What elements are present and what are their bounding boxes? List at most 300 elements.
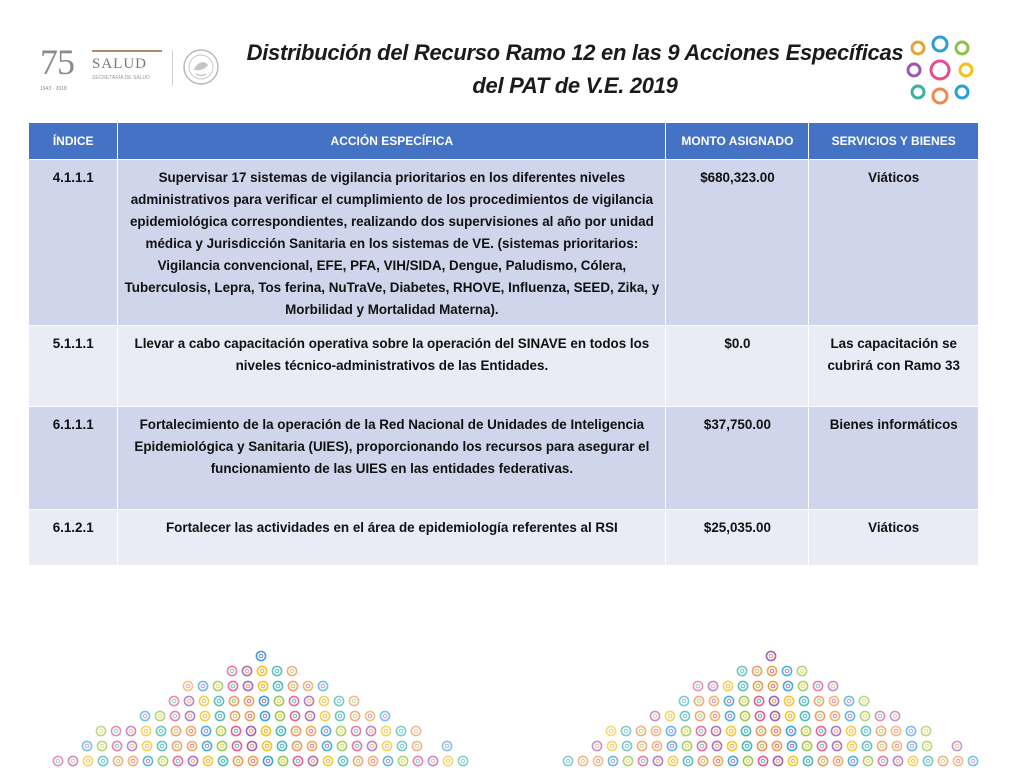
decorative-ring	[158, 756, 167, 765]
decorative-ring	[260, 711, 269, 720]
decorative-ring	[396, 726, 405, 735]
decorative-ring-inner	[848, 714, 852, 718]
decorative-ring	[607, 741, 616, 750]
decorative-ring-inner	[114, 729, 118, 733]
decorative-ring-inner	[862, 699, 866, 703]
decorative-ring-inner	[685, 744, 689, 748]
decorative-ring	[740, 711, 749, 720]
decorative-ring-inner	[834, 729, 838, 733]
decorative-ring	[183, 681, 192, 690]
decorative-ring	[802, 741, 811, 750]
decorative-ring-inner	[640, 744, 644, 748]
decorative-ring	[893, 756, 902, 765]
decorative-ring	[623, 756, 632, 765]
decorative-ring	[172, 741, 181, 750]
decorative-ring-inner	[340, 744, 344, 748]
decorative-ring-inner	[246, 684, 250, 688]
decorative-ring-inner	[788, 714, 792, 718]
decorative-ring-inner	[293, 714, 297, 718]
decorative-ring	[366, 726, 375, 735]
decorative-ring-inner	[746, 759, 750, 763]
cell-accion: Fortalecer las actividades en el área de epidemiología referentes al RSI	[118, 510, 666, 566]
decorative-ring-inner	[279, 729, 283, 733]
decorative-ring	[289, 696, 298, 705]
decorative-ring-inner	[955, 744, 959, 748]
decorative-ring-inner	[714, 729, 718, 733]
decorative-ring-inner	[353, 714, 357, 718]
cell-servicios: Viáticos	[809, 510, 979, 566]
decorative-ring	[82, 741, 91, 750]
decorative-ring	[216, 726, 225, 735]
logo-75-anos	[40, 44, 88, 92]
decorative-ring	[862, 741, 871, 750]
decorative-ring	[323, 756, 332, 765]
decorative-ring-inner	[624, 729, 628, 733]
decorative-ring-inner	[203, 714, 207, 718]
decorative-ring	[382, 741, 391, 750]
decorative-ring	[753, 681, 762, 690]
decorative-ring	[203, 756, 212, 765]
decorative-ring-inner	[414, 729, 418, 733]
decorative-ring	[682, 741, 691, 750]
decorative-ring-inner	[833, 714, 837, 718]
decorative-ring	[202, 741, 211, 750]
decorative-ring	[218, 756, 227, 765]
decorative-ring	[232, 741, 241, 750]
decorative-ring-inner	[757, 699, 761, 703]
decorative-ring-inner	[701, 759, 705, 763]
decorative-ring-inner	[656, 759, 660, 763]
title-line-1: Distribución del Recurso Ramo 12 en las 9 Acciones Específicas	[246, 40, 904, 65]
decorative-ring	[187, 741, 196, 750]
decorative-ring	[845, 711, 854, 720]
decorative-ring	[797, 666, 806, 675]
decorative-ring	[653, 756, 662, 765]
decorative-ring	[814, 696, 823, 705]
decorative-ring-inner	[158, 714, 162, 718]
decorative-ring-inner	[143, 714, 147, 718]
decorative-ring-inner	[756, 684, 760, 688]
decorative-ring-inner	[355, 744, 359, 748]
decorative-ring-inner	[787, 699, 791, 703]
decorative-ring-inner	[896, 759, 900, 763]
decorative-rings-pattern-left-icon	[20, 648, 500, 768]
decorative-ring-inner	[785, 669, 789, 673]
logo-divider	[172, 50, 173, 86]
decorative-ring	[171, 726, 180, 735]
decorative-ring-inner	[911, 759, 915, 763]
decorative-ring-inner	[835, 744, 839, 748]
decorative-ring-inner	[324, 729, 328, 733]
decorative-ring-inner	[941, 759, 945, 763]
decorative-ring	[651, 726, 660, 735]
decorative-ring	[818, 756, 827, 765]
decorative-ring-inner	[849, 729, 853, 733]
decorative-ring	[320, 711, 329, 720]
decorative-ring	[711, 726, 720, 735]
table-row	[29, 160, 979, 326]
decorative-ring-inner	[743, 714, 747, 718]
decorative-ring	[786, 726, 795, 735]
decorative-ring	[352, 741, 361, 750]
decorative-ring-inner	[671, 759, 675, 763]
decorative-ring-inner	[847, 699, 851, 703]
cell-servicios: Las capacitación se cubrirá con Ramo 33	[809, 326, 979, 407]
decorative-ring	[816, 726, 825, 735]
decorative-ring-inner	[371, 759, 375, 763]
decorative-ring	[666, 726, 675, 735]
decorative-ring-inner	[806, 759, 810, 763]
decorative-ring-inner	[294, 729, 298, 733]
decorative-ring	[383, 756, 392, 765]
table-row	[29, 407, 979, 510]
decorative-rings-pattern-right-icon	[530, 648, 1010, 768]
decorative-ring-inner	[865, 744, 869, 748]
decorative-ring	[350, 711, 359, 720]
decorative-ring	[890, 711, 899, 720]
decorative-ring	[380, 711, 389, 720]
decorative-ring	[349, 696, 358, 705]
decorative-ring	[578, 756, 587, 765]
decorative-ring	[273, 681, 282, 690]
decorative-ring-inner	[730, 744, 734, 748]
decorative-ring-inner	[218, 714, 222, 718]
decorative-ring	[622, 741, 631, 750]
logo-75-number: 75	[40, 42, 74, 82]
decorative-ring-inner	[800, 669, 804, 673]
decorative-ring	[952, 741, 961, 750]
decorative-ring	[693, 681, 702, 690]
decorative-ring-inner	[308, 714, 312, 718]
decorative-ring-inner	[790, 744, 794, 748]
header-monto: MONTO ASIGNADO	[666, 123, 809, 160]
decorative-ring	[201, 726, 210, 735]
decorative-ring-inner	[909, 729, 913, 733]
decorative-ring-inner	[596, 759, 600, 763]
decorative-ring	[276, 726, 285, 735]
decorative-ring	[679, 696, 688, 705]
decorative-ring	[876, 726, 885, 735]
decorative-ring	[337, 741, 346, 750]
decorative-ring	[338, 756, 347, 765]
decorative-ring-inner	[820, 744, 824, 748]
acciones-table	[28, 122, 979, 566]
decorative-ring	[188, 756, 197, 765]
decorative-ring	[287, 666, 296, 675]
decorative-ring-inner	[770, 669, 774, 673]
decorative-ring	[787, 741, 796, 750]
decorative-ring	[142, 741, 151, 750]
decorative-ring-inner	[190, 744, 194, 748]
decorative-ring-inner	[415, 744, 419, 748]
cell-indice: 5.1.1.1	[29, 326, 118, 407]
decorative-ring-inner	[682, 699, 686, 703]
decorative-ring	[306, 726, 315, 735]
cell-monto: $25,035.00	[666, 510, 809, 566]
decorative-ring	[111, 726, 120, 735]
decorative-ring	[752, 666, 761, 675]
decorative-ring-inner	[370, 744, 374, 748]
decorative-ring-inner	[116, 759, 120, 763]
decorative-ring-inner	[789, 729, 793, 733]
decorative-ring-inner	[352, 699, 356, 703]
decorative-ring-inner	[729, 729, 733, 733]
decorative-ring	[261, 726, 270, 735]
decorative-ring	[892, 741, 901, 750]
decorative-ring	[799, 696, 808, 705]
decorative-ring-inner	[866, 759, 870, 763]
decorative-ring-inner	[817, 699, 821, 703]
decorative-ring-inner	[325, 744, 329, 748]
decorative-ring-inner	[205, 744, 209, 748]
decorative-ring	[922, 741, 931, 750]
decorative-ring-inner	[786, 684, 790, 688]
decorative-ring-inner	[174, 729, 178, 733]
decorative-ring	[683, 756, 692, 765]
decorative-ring-inner	[683, 714, 687, 718]
decorative-ring	[726, 726, 735, 735]
decorative-ring	[442, 741, 451, 750]
decorative-ring	[257, 666, 266, 675]
decorative-ring-inner	[236, 759, 240, 763]
national-seal-icon	[182, 48, 220, 86]
decorative-ring-inner	[772, 699, 776, 703]
decorative-ring	[638, 756, 647, 765]
decorative-ring-inner	[924, 729, 928, 733]
decorative-ring-inner	[264, 729, 268, 733]
decorative-ring	[292, 741, 301, 750]
decorative-ring-inner	[831, 684, 835, 688]
decorative-ring	[291, 726, 300, 735]
decorative-ring	[756, 726, 765, 735]
cell-monto: $0.0	[666, 326, 809, 407]
decorative-ring	[96, 726, 105, 735]
decorative-ring	[229, 696, 238, 705]
decorative-ring	[244, 696, 253, 705]
decorative-ring	[593, 756, 602, 765]
decorative-ring-inner	[895, 744, 899, 748]
decorative-ring-inner	[354, 729, 358, 733]
decorative-ring	[832, 741, 841, 750]
decorative-ring	[288, 681, 297, 690]
decorative-ring	[921, 726, 930, 735]
decorative-ring	[397, 741, 406, 750]
decorative-ring-inner	[879, 729, 883, 733]
decorative-ring-inner	[369, 729, 373, 733]
decorative-ring	[307, 741, 316, 750]
decorative-ring	[336, 726, 345, 735]
decorative-ring-inner	[726, 684, 730, 688]
decorative-ring-inner	[356, 759, 360, 763]
decorative-ring-inner	[802, 699, 806, 703]
decorative-ring-inner	[416, 759, 420, 763]
decorative-ring	[772, 741, 781, 750]
decorative-ring	[214, 696, 223, 705]
decorative-ring-inner	[278, 714, 282, 718]
decorative-ring-inner	[760, 744, 764, 748]
decorative-ring	[712, 741, 721, 750]
decorative-ring-inner	[654, 729, 658, 733]
decorative-ring-inner	[99, 729, 103, 733]
decorative-ring-inner	[245, 669, 249, 673]
decorative-ring-inner	[101, 759, 105, 763]
decorative-ring-inner	[145, 744, 149, 748]
decorative-ring-inner	[250, 744, 254, 748]
decorative-ring	[817, 741, 826, 750]
decorative-ring-inner	[160, 744, 164, 748]
decorative-ring-inner	[249, 729, 253, 733]
decorative-ring-inner	[821, 759, 825, 763]
decorative-ring-inner	[159, 729, 163, 733]
decorative-ring	[621, 726, 630, 735]
decorative-ring	[773, 756, 782, 765]
decorative-ring	[155, 711, 164, 720]
decorative-ring	[754, 696, 763, 705]
decorative-ring	[771, 726, 780, 735]
decorative-ring	[784, 696, 793, 705]
decorative-ring-inner	[309, 729, 313, 733]
decorative-ring	[698, 756, 707, 765]
decorative-ring	[126, 726, 135, 735]
decorative-ring	[724, 696, 733, 705]
decorative-ring-inner	[700, 744, 704, 748]
decorative-ring	[923, 756, 932, 765]
decorative-ring	[228, 681, 237, 690]
decorative-ring-inner	[759, 729, 763, 733]
decorative-ring	[636, 726, 645, 735]
decorative-ring	[247, 741, 256, 750]
decorative-ring	[321, 726, 330, 735]
decorative-ring-inner	[161, 759, 165, 763]
decorative-ring-inner	[850, 744, 854, 748]
decorative-ring	[738, 681, 747, 690]
decorative-ring-inner	[86, 759, 90, 763]
decorative-ring	[156, 726, 165, 735]
cell-servicios: Bienes informáticos	[809, 407, 979, 510]
decorative-ring-inner	[832, 699, 836, 703]
decorative-ring	[258, 681, 267, 690]
decorative-ring-inner	[731, 759, 735, 763]
decorative-ring-inner	[400, 744, 404, 748]
decorative-ring-inner	[461, 759, 465, 763]
decorative-ring-inner	[341, 759, 345, 763]
decorative-ring-inner	[431, 759, 435, 763]
decorative-ring	[230, 711, 239, 720]
decorative-ring-inner	[85, 744, 89, 748]
decorative-ring-inner	[248, 714, 252, 718]
decorative-ring-inner	[741, 684, 745, 688]
decorative-ring	[293, 756, 302, 765]
decorative-ring	[665, 711, 674, 720]
decorative-ring	[708, 681, 717, 690]
decorative-ring	[769, 696, 778, 705]
decorative-ring	[278, 756, 287, 765]
decorative-ring-inner	[275, 669, 279, 673]
decorative-ring	[875, 711, 884, 720]
decorative-ring-inner	[699, 729, 703, 733]
decorative-ring-inner	[115, 744, 119, 748]
decorative-ring-inner	[880, 744, 884, 748]
decorative-ring-inner	[221, 759, 225, 763]
decorative-ring	[412, 741, 421, 750]
decorative-ring	[800, 711, 809, 720]
decorative-ring-inner	[259, 654, 263, 658]
decorative-ring	[334, 696, 343, 705]
decorative-ring-inner	[581, 759, 585, 763]
decorative-ring-inner	[804, 729, 808, 733]
decorative-ring-inner	[100, 744, 104, 748]
decorative-ring-inner	[773, 714, 777, 718]
decorative-ring-inner	[292, 699, 296, 703]
decorative-ring-inner	[206, 759, 210, 763]
decorative-ring	[169, 696, 178, 705]
logo-salud-sub: SECRETARÍA DE SALUD	[92, 75, 150, 81]
decorative-ring-inner	[201, 684, 205, 688]
decorative-ring-inner	[280, 744, 284, 748]
decorative-ring	[398, 756, 407, 765]
decorative-ring-inner	[233, 714, 237, 718]
decorative-ring	[231, 726, 240, 735]
decorative-ring	[710, 711, 719, 720]
decorative-ring	[815, 711, 824, 720]
header-servicios: SERVICIOS Y BIENES	[809, 123, 979, 160]
decorative-ring	[185, 711, 194, 720]
decorative-ring-inner	[881, 759, 885, 763]
decorative-ring-inner	[713, 714, 717, 718]
decorative-ring-inner	[295, 744, 299, 748]
decorative-ring-inner	[926, 759, 930, 763]
decorative-ring-inner	[311, 759, 315, 763]
decorative-ring-inner	[740, 669, 744, 673]
decorative-ring-inner	[217, 699, 221, 703]
cell-monto: $680,323.00	[666, 160, 809, 326]
decorative-ring-inner	[776, 759, 780, 763]
decorative-ring	[351, 726, 360, 735]
decorative-ring-inner	[971, 759, 975, 763]
decorative-ring	[113, 756, 122, 765]
decorative-ring	[785, 711, 794, 720]
decorative-ring	[128, 756, 137, 765]
decorative-ring-inner	[761, 759, 765, 763]
decorative-ring-inner	[910, 744, 914, 748]
decorative-ring-inner	[386, 759, 390, 763]
decorative-ring	[694, 696, 703, 705]
decorative-ring-inner	[384, 729, 388, 733]
decorative-ring	[140, 711, 149, 720]
decorative-ring-inner	[296, 759, 300, 763]
cell-indice: 6.1.2.1	[29, 510, 118, 566]
decorative-ring	[742, 741, 751, 750]
decorative-ring	[668, 756, 677, 765]
decorative-ring	[860, 711, 869, 720]
table-header-row	[29, 123, 979, 160]
decorative-ring-inner	[595, 744, 599, 748]
decorative-ring	[365, 711, 374, 720]
decorative-ring-inner	[686, 759, 690, 763]
decorative-ring-inner	[745, 744, 749, 748]
cell-accion: Supervisar 17 sistemas de vigilancia prioritarios en los diferentes niveles administrativos para verificar el cumplimiento de los procedimientos de vigilancia epidemiológica correspondientes, realizando dos supervisiones al año por unidad médica y Jurisdicción Sanitaria en los sistemas de VE. (sistemas prioritarios: Vigilancia convencional, EFE, PFA, VIH/SIDA, Dengue, Paludismo, Cólera, Tuberculosis, Lepra, Tos ferina, NuTraVe, Diabetes, RHOVE, Influenza, SEED, Zika, y Morbilidad y Mortalidad Materna).	[118, 160, 666, 326]
decorative-ring-inner	[204, 729, 208, 733]
decorative-ring	[755, 711, 764, 720]
decorative-ring-inner	[263, 714, 267, 718]
decorative-ring	[274, 696, 283, 705]
decorative-ring	[833, 756, 842, 765]
decorative-ring	[245, 711, 254, 720]
title-line-2: del PAT de V.E. 2019	[472, 73, 678, 98]
decorative-ring-inner	[611, 759, 615, 763]
decorative-ring-inner	[669, 729, 673, 733]
decorative-ring	[233, 756, 242, 765]
